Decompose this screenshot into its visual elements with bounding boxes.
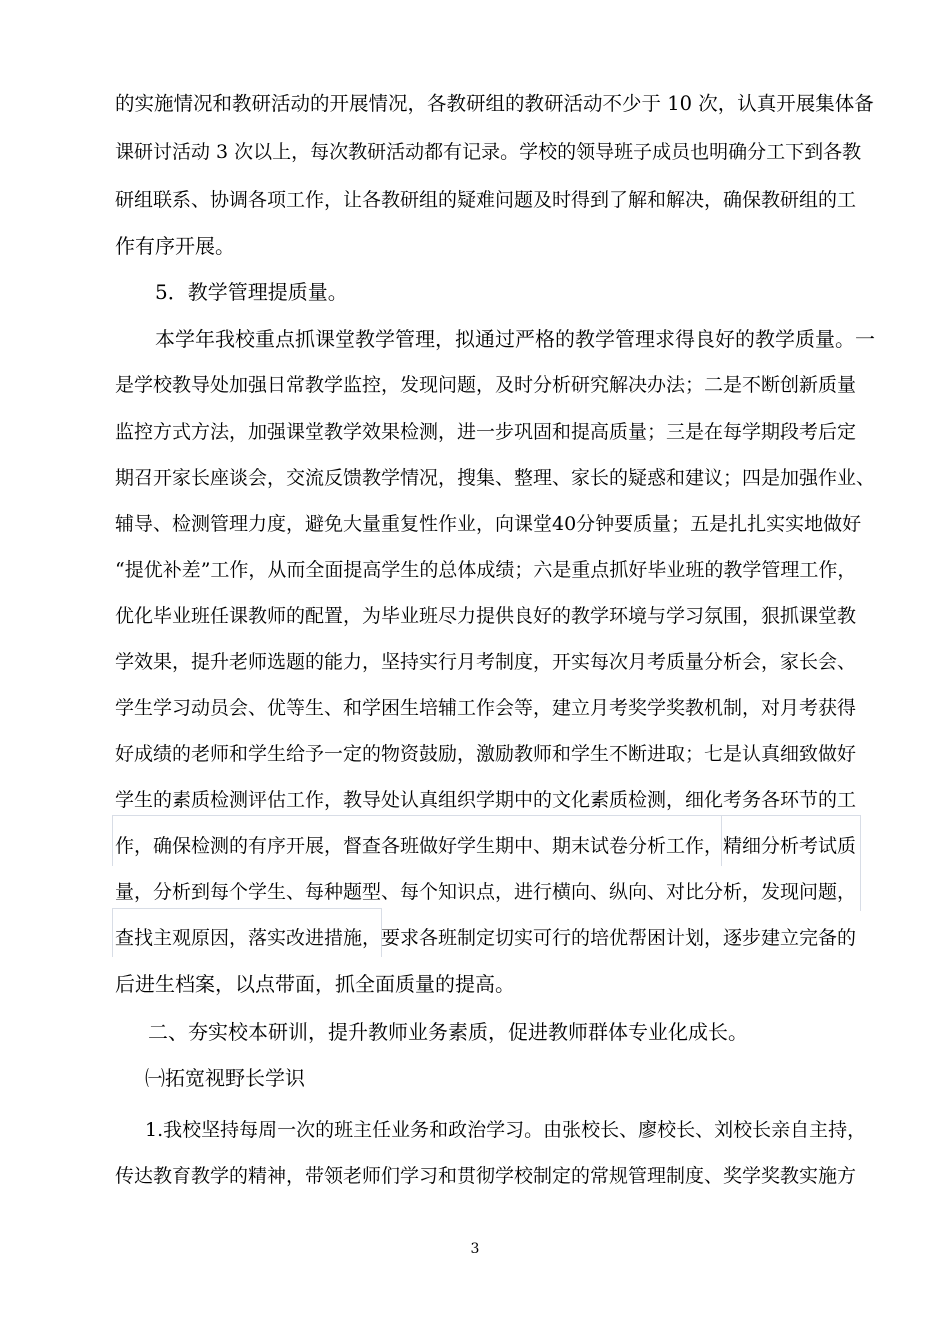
section-heading: 二、夯实校本研训，提升教师业务素质，促进教师群体专业化成长。 xyxy=(148,1020,748,1044)
body-line: 监控方式方法，加强课堂教学效果检测，进一步巩固和提高质量；三是在每学期段考后定 xyxy=(115,421,857,443)
body-line: 是学校教导处加强日常教学监控，发现问题，及时分析研究解决办法；二是不断创新质量 xyxy=(115,374,857,396)
body-line: 研组联系、协调各项工作，让各教研组的疑难问题及时得到了解和解决，确保教研组的工 xyxy=(115,189,857,211)
body-line: 学生学习动员会、优等生、和学困生培辅工作会等，建立月考奖学奖教机制，对月考获得 xyxy=(115,697,857,719)
body-line: 作有序开展。 xyxy=(115,234,235,258)
body-line: 的实施情况和教研活动的开展情况，各教研组的教研活动不少于 10 次，认真开展集体备 xyxy=(115,92,874,115)
body-line: 期召开家长座谈会，交流反馈教学情况，搜集、整理、家长的疑惑和建议；四是加强作业、 xyxy=(115,467,876,489)
body-line: 优化毕业班任课教师的配置，为毕业班尽力提供良好的教学环境与学习氛围，狠抓课堂教 xyxy=(115,605,857,627)
body-line: 课研讨活动 3 次以上，每次教研活动都有记录。学校的领导班子成员也明确分工下到各教 xyxy=(115,141,862,163)
page-number: 3 xyxy=(470,1241,480,1257)
body-line: 本学年我校重点抓课堂教学管理，拟通过严格的教学管理求得良好的教学质量。一 xyxy=(155,327,875,351)
section-heading: 5．教学管理提质量。 xyxy=(155,280,348,304)
body-line: 传达教育教学的精神，带领老师们学习和贯彻学校制定的常规管理制度、奖学奖教实施方 xyxy=(115,1165,857,1187)
subsection-heading: ㈠拓宽视野长学识 xyxy=(145,1066,305,1090)
body-line: 查找主观原因，落实改进措施，要求各班制定切实可行的培优帮困计划，逐步建立完备的 xyxy=(115,927,857,949)
body-line: 量，分析到每个学生、每种题型、每个知识点，进行横向、纵向、对比分析，发现问题， xyxy=(115,881,857,903)
body-line: 后进生档案，以点带面，抓全面质量的提高。 xyxy=(115,972,515,996)
body-line: 辅导、检测管理力度，避免大量重复性作业，向课堂40分钟要质量；五是扎扎实实地做好 xyxy=(115,513,862,535)
body-line: 好成绩的老师和学生给予一定的物资鼓励，激励教师和学生不断进取；七是认真细致做好 xyxy=(115,743,857,765)
body-line: 1.我校坚持每周一次的班主任业务和政治学习。由张校长、廖校长、刘校长亲自主持， xyxy=(145,1119,867,1141)
body-line: 学生的素质检测评估工作，教导处认真组织学期中的文化素质检测，细化考务各环节的工 xyxy=(115,789,857,811)
body-line: 学效果，提升老师选题的能力，坚持实行月考制度，开实每次月考质量分析会，家长会、 xyxy=(115,651,857,673)
body-line: “提优补差”工作，从而全面提高学生的总体成绩；六是重点抓好毕业班的教学管理工作， xyxy=(115,559,857,581)
body-line: 作，确保检测的有序开展，督查各班做好学生期中、期末试卷分析工作，精细分析考试质 xyxy=(115,835,857,857)
